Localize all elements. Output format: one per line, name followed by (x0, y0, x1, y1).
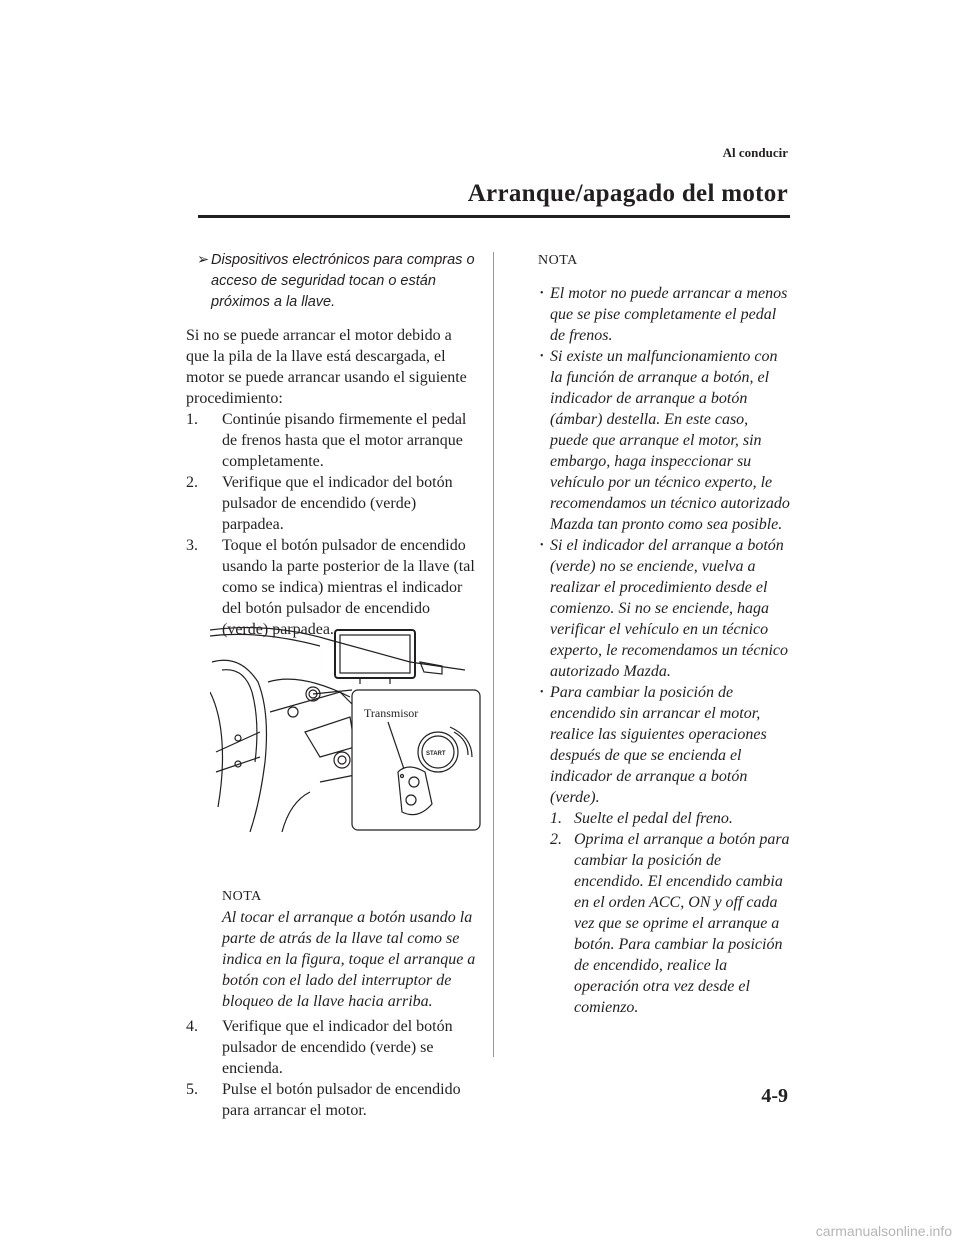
bullet-icon: • (540, 288, 544, 299)
note-title: NOTA (538, 253, 578, 268)
page-title: Arranque/apagado del motor (467, 180, 788, 207)
list-item: 1. Continúe pisando firmemente el pedal de frenos hasta que el motor arranque completamente. (186, 411, 467, 470)
bullet-icon: • (540, 540, 544, 551)
column-divider (493, 252, 494, 1057)
figure-label: Transmisor (364, 706, 419, 720)
note-block (222, 886, 478, 1012)
list-item: • Si existe un malfuncionamiento con la función de arranque a botón, el indicador de arranque a botón (ámbar) destella. En este caso, puede que arranque el motor, sin embargo, haga inspeccionar su vehículo por un técnico experto, le recomendamos un técnico autorizado Mazda tan pronto como sea posible. (540, 348, 790, 533)
dashboard-illustration (210, 622, 483, 832)
bullet-icon: • (540, 687, 544, 698)
list-item: 5. Pulse el botón pulsador de encendido para arrancar el motor. (186, 1081, 461, 1119)
dashboard-figure (210, 622, 483, 832)
start-label: START (426, 751, 446, 757)
list-item: 4. Verifique que el indicador del botón pulsador de encendido (verde) se encienda. (186, 1018, 453, 1077)
list-item: 1. Suelte el pedal del freno. (550, 810, 733, 827)
subheading: ➢ Dispositivos electrónicos para compras o acceso de seguridad tocan o están próximos a la llave. (197, 252, 475, 310)
note-title: NOTA (222, 889, 262, 904)
right-column (540, 250, 790, 1018)
arrow-right-icon: ➢ (197, 252, 210, 268)
list-item: • El motor no puede arrancar a menos que se pise completamente el pedal de frenos. (540, 285, 788, 344)
bullet-icon: • (540, 351, 544, 362)
list-item: • Si el indicador del arranque a botón (verde) no se enciende, vuelva a realizar el procedimiento desde el comienzo. Si no se enciende, haga verificar el vehículo en un técnico experto, le recomendamos un técnico autorizado Mazda. (540, 537, 788, 680)
note-text: Al tocar el arranque a botón usando la parte de atrás de la llave tal como se indica en la figura, toque el arranque a botón con el lado del interruptor de bloqueo de la llave hacia arriba. (222, 909, 476, 1010)
page-number: 4-9 (761, 1085, 788, 1107)
header-section: Al conducir (722, 145, 788, 160)
intro-paragraph: Si no se puede arrancar el motor debido a que la pila de la llave está descargada, el motor se puede arrancar usando el siguiente procedimiento: (186, 327, 467, 407)
list-item: 2. Verifique que el indicador del botón pulsador de encendido (verde) parpadea. (186, 474, 453, 533)
watermark: carmanualsonline.info (815, 1223, 952, 1239)
list-item: 3. Toque el botón pulsador de encendido usando la parte posterior de la llave (tal como se indica) mientras el indicador del botón pulsador de encendido (verde) parpadea. (186, 537, 475, 638)
list-item: • Para cambiar la posición de encendido sin arrancar el motor, realice las siguientes operaciones después de que se encienda el indicador de arranque a botón (verde). (540, 684, 767, 806)
list-item: 2. Oprima el arranque a botón para cambiar la posición de encendido. El encendido cambia en el orden ACC, ON y off cada vez que se oprime el arranque a botón. Para cambiar la posición de encendido, realice la operación otra vez desde el comienzo. (550, 831, 790, 1016)
header-rule (198, 215, 790, 218)
